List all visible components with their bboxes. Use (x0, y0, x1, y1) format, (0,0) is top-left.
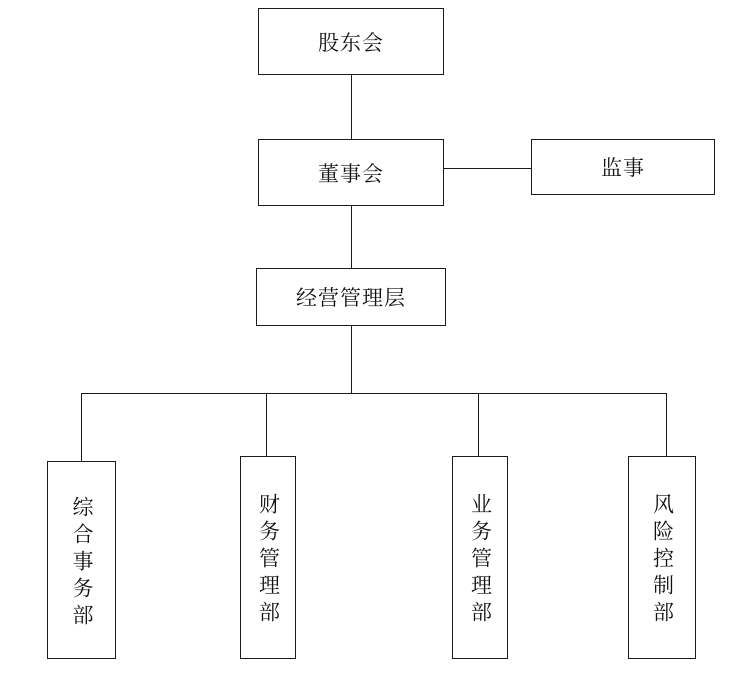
connector-drop-dept2 (266, 393, 267, 461)
connector-board-to-management (351, 206, 352, 268)
node-board-of-directors[interactable] (258, 139, 444, 206)
connector-drop-dept4 (666, 393, 667, 461)
node-label: 财务管理部 (256, 493, 281, 628)
node-label: 董事会 (318, 161, 384, 186)
connector-department-bus (81, 393, 666, 394)
connector-shareholders-to-board (351, 75, 352, 139)
node-label: 股东会 (318, 30, 384, 55)
node-general-affairs-department[interactable] (47, 461, 116, 659)
node-business-management-department[interactable] (452, 456, 508, 659)
node-risk-control-department[interactable] (628, 456, 696, 659)
node-financial-management-department[interactable] (240, 456, 296, 659)
node-supervisor[interactable] (531, 139, 715, 195)
connector-drop-dept3 (478, 393, 479, 461)
connector-drop-dept1 (81, 393, 82, 461)
node-label: 综合事务部 (70, 495, 95, 631)
connector-management-trunk (351, 326, 352, 393)
node-label: 监事 (601, 156, 645, 180)
node-label: 业务管理部 (468, 493, 493, 628)
node-shareholders-meeting[interactable] (258, 8, 444, 75)
node-management-layer[interactable] (256, 268, 446, 326)
node-label: 经营管理层 (296, 286, 406, 310)
node-label: 风险控制部 (650, 493, 675, 628)
connector-board-to-supervisor (444, 168, 532, 169)
